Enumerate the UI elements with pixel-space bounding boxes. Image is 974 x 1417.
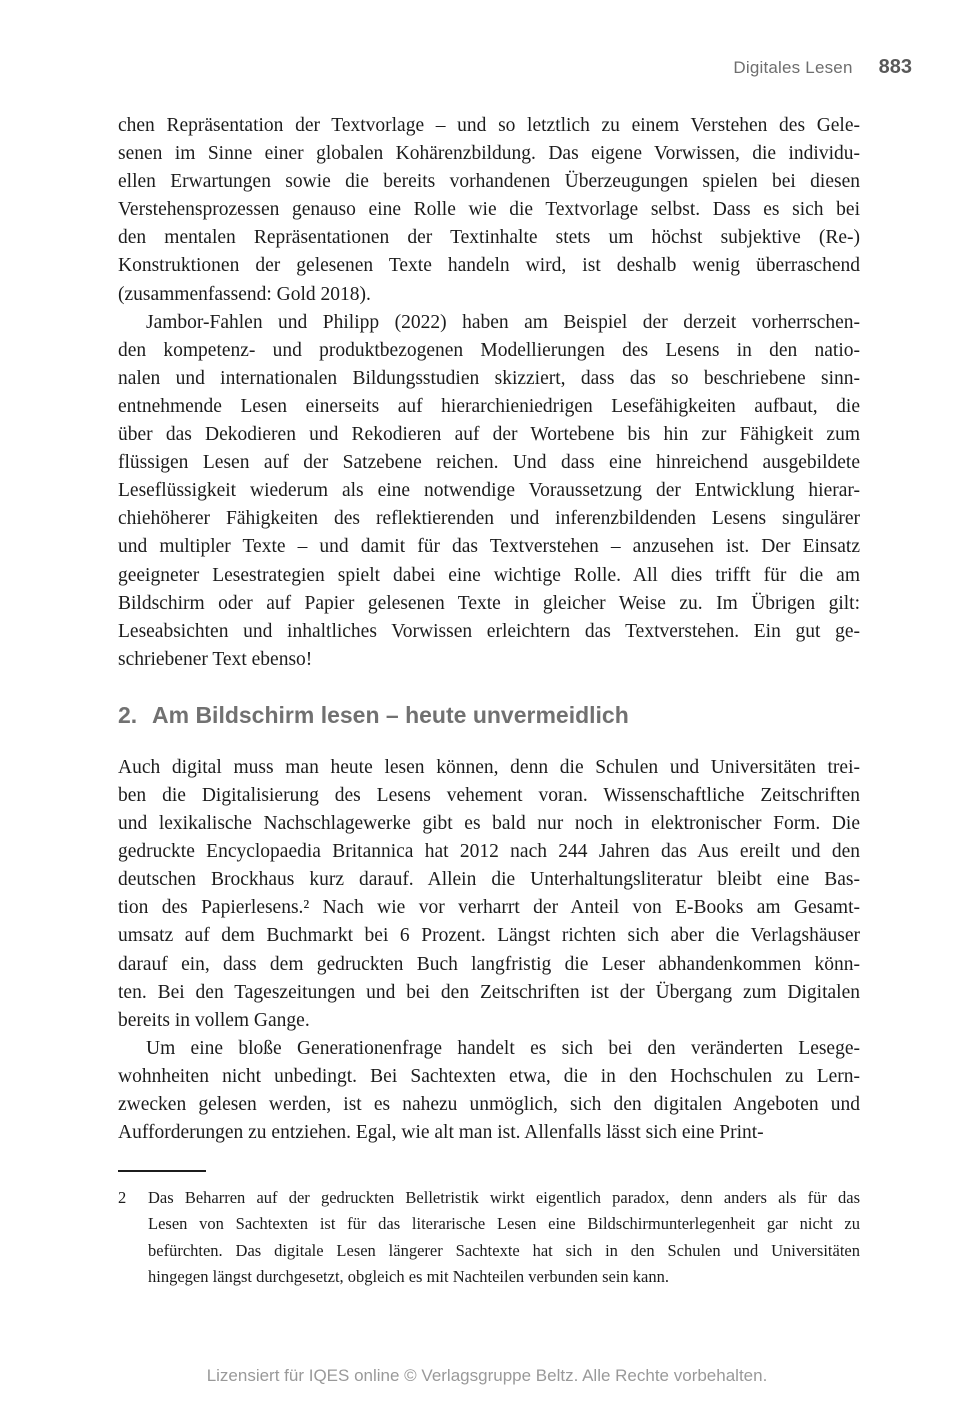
paragraph-1 [118,112,860,309]
text-line: und multipler Texte – und damit für das Textverstehen – anzusehen ist. Der Einsatz [118,536,860,558]
text-line: zwecken gelesen werden, ist es nahezu unmöglich, sich den digitalen Angeboten und [118,1094,860,1115]
text-line: befürchten. Das digitale Lesen längerer Sachtexte hat sich in den Schulen und Universitäten [148,1240,860,1260]
section-title: Am Bildschirm lesen – heute unvermeidlich [152,701,629,728]
text-line: ten. Bei den Tageszeitungen und bei den Zeitschriften ist der Übergang zum Digitalen [118,981,860,1003]
section-heading [118,698,860,732]
text-line: Lesen von Sachtexten ist für das literarische Lesen eine Bildschirmunterlegenheit gar nicht zu [148,1214,860,1234]
text-line: chen Repräsentation der Textvorlage – und so letztlich zu einem Verstehen des Gele- [118,115,860,136]
text-line: flüssigen Lesen auf der Satzebene reichen. Und dass eine hinreichend ausgebildete [118,452,860,474]
text-line: und lexikalische Nachschlagewerke gibt es bald nur noch in elektronischer Form. Die [118,813,860,835]
footnote-number: 2 [118,1188,127,1207]
text-line: ben die Digitalisierung des Lesens vehement voran. Wissenschaftliche Zeitschriften [118,784,860,806]
text-line: den kompetenz- und produktbezogenen Modellierungen des Lesens in den natio- [118,339,860,361]
text-line: Aufforderungen zu entziehen. Egal, wie alt man ist. Allenfalls lässt sich eine Print- [118,1122,764,1144]
text-line: tion des Papierlesens.² Nach wie vor verharrt der Anteil von E-Books am Gesamt- [118,897,860,919]
text-line: Konstruktionen der gelesenen Texte handeln wird, ist deshalb wenig überraschend [118,255,860,277]
text-line: hingegen längst durchgesetzt, obgleich es mit Nachteilen verbunden sein kann. [148,1266,669,1286]
license-text: Lizensiert für IQES online © Verlagsgruppe Beltz. Alle Rechte vorbehalten. [206,1366,768,1385]
footnote-block [118,1170,860,1290]
text-line: ellen Erwartungen sowie die bereits vorhandenen Überzeugungen spielen bei diesen [118,171,860,193]
text-line: umsatz auf dem Buchmarkt bei 6 Prozent. Längst richten sich aber die Verlagshäuser [118,925,860,947]
text-line: über das Dekodieren und Rekodieren auf der Wortebene bis hin zur Fähigkeit zum [118,424,860,446]
text-line: Auch digital muss man heute lesen können, denn die Schulen und Universitäten trei- [118,756,860,778]
footnote-divider [118,1170,206,1172]
page-footer [0,1366,974,1386]
text-line: Bildschirm oder auf Papier gelesenen Texte in gleicher Weise zu. Im Übrigen gilt: [118,592,860,614]
paragraph-3 [118,754,860,1035]
paragraph-4 [118,1035,860,1147]
paragraph-2 [118,309,860,674]
text-line: senen im Sinne einer globalen Kohärenzbildung. Das eigene Vorwissen, die individu- [118,143,860,165]
text-line: chiehöherer Fähigkeiten des reflektierenden und inferenzbildenden Lesens singulärer [118,508,860,530]
text-line: schriebener Text ebenso! [118,648,313,670]
text-line: gedruckte Encyclopaedia Britannica hat 2012 nach 244 Jahren das Aus ereilt und den [118,841,860,863]
text-line: den mentalen Repräsentationen der Textinhalte stets um höchst subjektive (Re-) [118,227,860,249]
footnote [118,1185,860,1290]
text-line: Verstehensprozessen genauso eine Rolle wie die Textvorlage selbst. Dass es sich bei [118,199,860,221]
text-line: Das Beharren auf der gedruckten Belletristik wirkt eigentlich paradox, denn anders als für das [148,1188,860,1207]
text-line: (zusammenfassend: Gold 2018). [118,283,371,305]
section-number: 2. [118,701,138,728]
text-line: nalen und internationalen Bildungsstudien skizziert, dass das so beschriebene sinn- [118,367,860,389]
running-title: Digitales Lesen [733,58,853,77]
page-number: 883 [878,56,912,78]
text-line: deutschen Brockhaus kurz darauf. Allein die Unterhaltungsliteratur bleibt eine Bas- [118,869,860,891]
text-line: Jambor-Fahlen und Philipp (2022) haben am Beispiel der derzeit vorherrschen- [146,311,860,333]
text-line: darauf ein, dass dem gedruckten Buch langfristig die Leser abhandenkommen könn- [118,953,860,975]
text-line: bereits in vollem Gange. [118,1009,310,1031]
text-line: geeigneter Lesestrategien spielt dabei eine wichtige Rolle. All dies trifft für die am [118,564,860,586]
text-line: Um eine bloße Generationenfrage handelt es sich bei den veränderten Lesege- [146,1037,860,1059]
text-line: Leseabsichten und inhaltliches Vorwissen erleichtern das Textverstehen. Ein gut ge- [118,620,860,642]
text-line: entnehmende Lesen einerseits auf hierarchieniedrigen Lesefähigkeiten aufbaut, die [118,395,860,417]
text-line: wohnheiten nicht unbedingt. Bei Sachtexten etwa, die in den Hochschulen zu Lern- [118,1065,860,1087]
article-body [118,112,860,1147]
footnote-text [148,1185,860,1290]
page-header [733,56,912,79]
text-line: Leseflüssigkeit wiederum als eine notwendige Voraussetzung der Entwicklung hierar- [118,480,860,502]
